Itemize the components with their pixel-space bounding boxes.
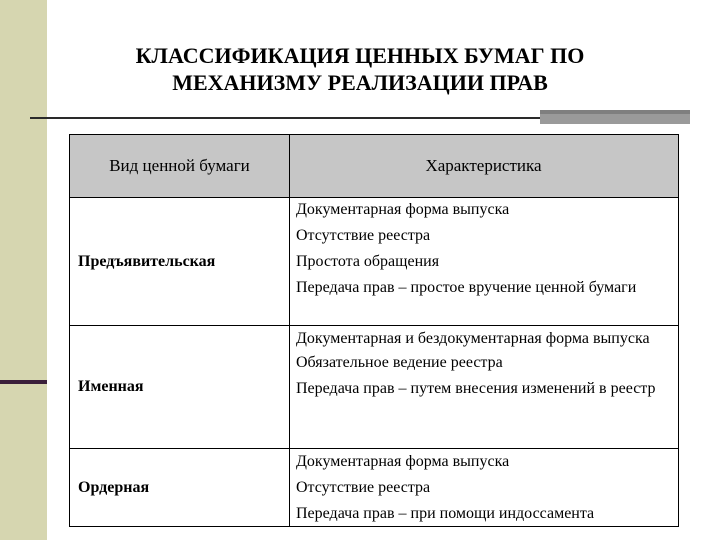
header-characteristic-cell	[290, 135, 677, 197]
characteristic-item: Передача прав – простое вручение ценной бумаги	[296, 279, 637, 296]
header-characteristic-label: Характеристика	[425, 156, 542, 175]
security-type-bearer: Предъявительская	[78, 252, 216, 270]
characteristic-item: Отсутствие реестра	[296, 227, 431, 244]
characteristic-item: Передача прав – при помощи индоссамента	[296, 505, 595, 522]
title-underline	[30, 117, 540, 119]
table-row-type	[78, 326, 283, 448]
title-underline-block	[540, 110, 690, 124]
characteristic-item: Документарная форма выпуска	[296, 201, 510, 218]
classification-table	[69, 134, 679, 527]
characteristic-item: Документарная и бездокументарная форма выпуска	[296, 330, 650, 347]
column-divider	[289, 135, 290, 526]
header-type-label: Вид ценной бумаги	[109, 156, 250, 175]
table-row-type	[78, 198, 283, 325]
characteristic-item: Передача прав – путем внесения изменений в реестр	[296, 380, 656, 397]
characteristic-item: Документарная форма выпуска	[296, 453, 510, 470]
table-row-characteristics	[296, 199, 674, 301]
header-type-cell	[70, 135, 289, 197]
table-row-type	[78, 449, 283, 526]
title-line-1: КЛАССИФИКАЦИЯ ЦЕННЫХ БУМАГ ПО	[135, 43, 585, 68]
security-type-order: Ордерная	[78, 478, 150, 496]
characteristic-item: Отсутствие реестра	[296, 479, 431, 496]
left-decorative-band	[0, 0, 47, 540]
characteristic-item: Обязательное ведение реестра	[296, 354, 503, 371]
table-row-characteristics	[296, 328, 674, 402]
slide-title	[60, 42, 660, 96]
title-line-2: МЕХАНИЗМУ РЕАЛИЗАЦИИ ПРАВ	[172, 70, 548, 95]
table-row-characteristics	[296, 451, 674, 527]
characteristic-item: Простота обращения	[296, 253, 440, 270]
security-type-registered: Именная	[78, 378, 144, 395]
left-accent-bar	[0, 380, 47, 384]
